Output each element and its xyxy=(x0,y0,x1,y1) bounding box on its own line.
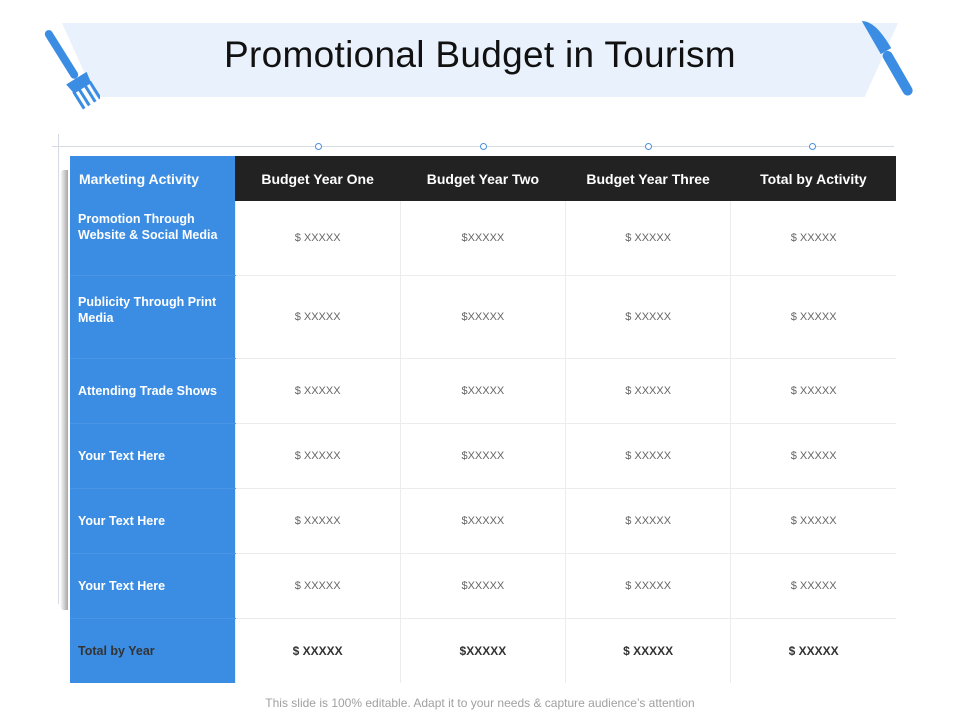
table-cell: $XXXXX xyxy=(400,201,565,276)
table-cell: $ XXXXX xyxy=(235,554,400,619)
row-label: Your Text Here xyxy=(70,554,235,619)
table-cell: $ XXXXX xyxy=(731,201,896,276)
table-cell: $ XXXXX xyxy=(235,201,400,276)
table-row xyxy=(70,424,896,489)
table-cell: $XXXXX xyxy=(400,276,565,359)
column-header: Budget Year Three xyxy=(566,156,731,201)
table-cell: $ XXXXX xyxy=(566,276,731,359)
connector-node xyxy=(315,143,322,150)
table-cell: $ XXXXX xyxy=(731,619,896,684)
table-cell: $XXXXX xyxy=(400,424,565,489)
budget-table xyxy=(70,156,896,683)
total-row xyxy=(70,619,896,684)
table-cell: $XXXXX xyxy=(400,554,565,619)
column-header: Marketing Activity xyxy=(70,156,235,201)
table-cell: $ XXXXX xyxy=(235,359,400,424)
footer-note: This slide is 100% editable. Adapt it to your needs & capture audience’s attention xyxy=(265,696,695,710)
table-cell: $ XXXXX xyxy=(731,359,896,424)
table-cell: $XXXXX xyxy=(400,489,565,554)
table-row xyxy=(70,554,896,619)
table-cell: $ XXXXX xyxy=(731,276,896,359)
table-cell: $ XXXXX xyxy=(731,424,896,489)
table-cell: $ XXXXX xyxy=(566,424,731,489)
guide-line-vertical xyxy=(58,134,59,604)
table-row xyxy=(70,359,896,424)
connector-node xyxy=(809,143,816,150)
table-cell: $ XXXXX xyxy=(235,489,400,554)
table-cell: $ XXXXX xyxy=(235,424,400,489)
column-header: Total by Activity xyxy=(731,156,896,201)
table-row xyxy=(70,276,896,359)
row-label: Your Text Here xyxy=(70,489,235,554)
guide-line-horizontal xyxy=(52,146,894,147)
table-cell: $ XXXXX xyxy=(566,201,731,276)
table-cell: $ XXXXX xyxy=(235,276,400,359)
page-title: Promotional Budget in Tourism xyxy=(224,34,736,75)
row-label: Total by Year xyxy=(70,619,235,684)
table-cell: $ XXXXX xyxy=(566,359,731,424)
table-header-row xyxy=(70,156,896,201)
connector-node xyxy=(645,143,652,150)
table-row xyxy=(70,489,896,554)
row-label: Your Text Here xyxy=(70,424,235,489)
column-header: Budget Year One xyxy=(235,156,400,201)
column-header: Budget Year Two xyxy=(400,156,565,201)
row-label: Promotion Through Website & Social Media xyxy=(70,201,235,276)
table-row xyxy=(70,201,896,276)
table-cell: $XXXXX xyxy=(400,359,565,424)
connector-node xyxy=(480,143,487,150)
table-cell: $ XXXXX xyxy=(566,489,731,554)
row-label: Publicity Through Print Media xyxy=(70,276,235,359)
table-cell: $ XXXXX xyxy=(566,554,731,619)
table-cell: $ XXXXX xyxy=(566,619,731,684)
table-cell: $XXXXX xyxy=(400,619,565,684)
table-cell: $ XXXXX xyxy=(235,619,400,684)
table-cell: $ XXXXX xyxy=(731,489,896,554)
table-cell: $ XXXXX xyxy=(731,554,896,619)
table-shadow xyxy=(60,170,68,610)
row-label: Attending Trade Shows xyxy=(70,359,235,424)
